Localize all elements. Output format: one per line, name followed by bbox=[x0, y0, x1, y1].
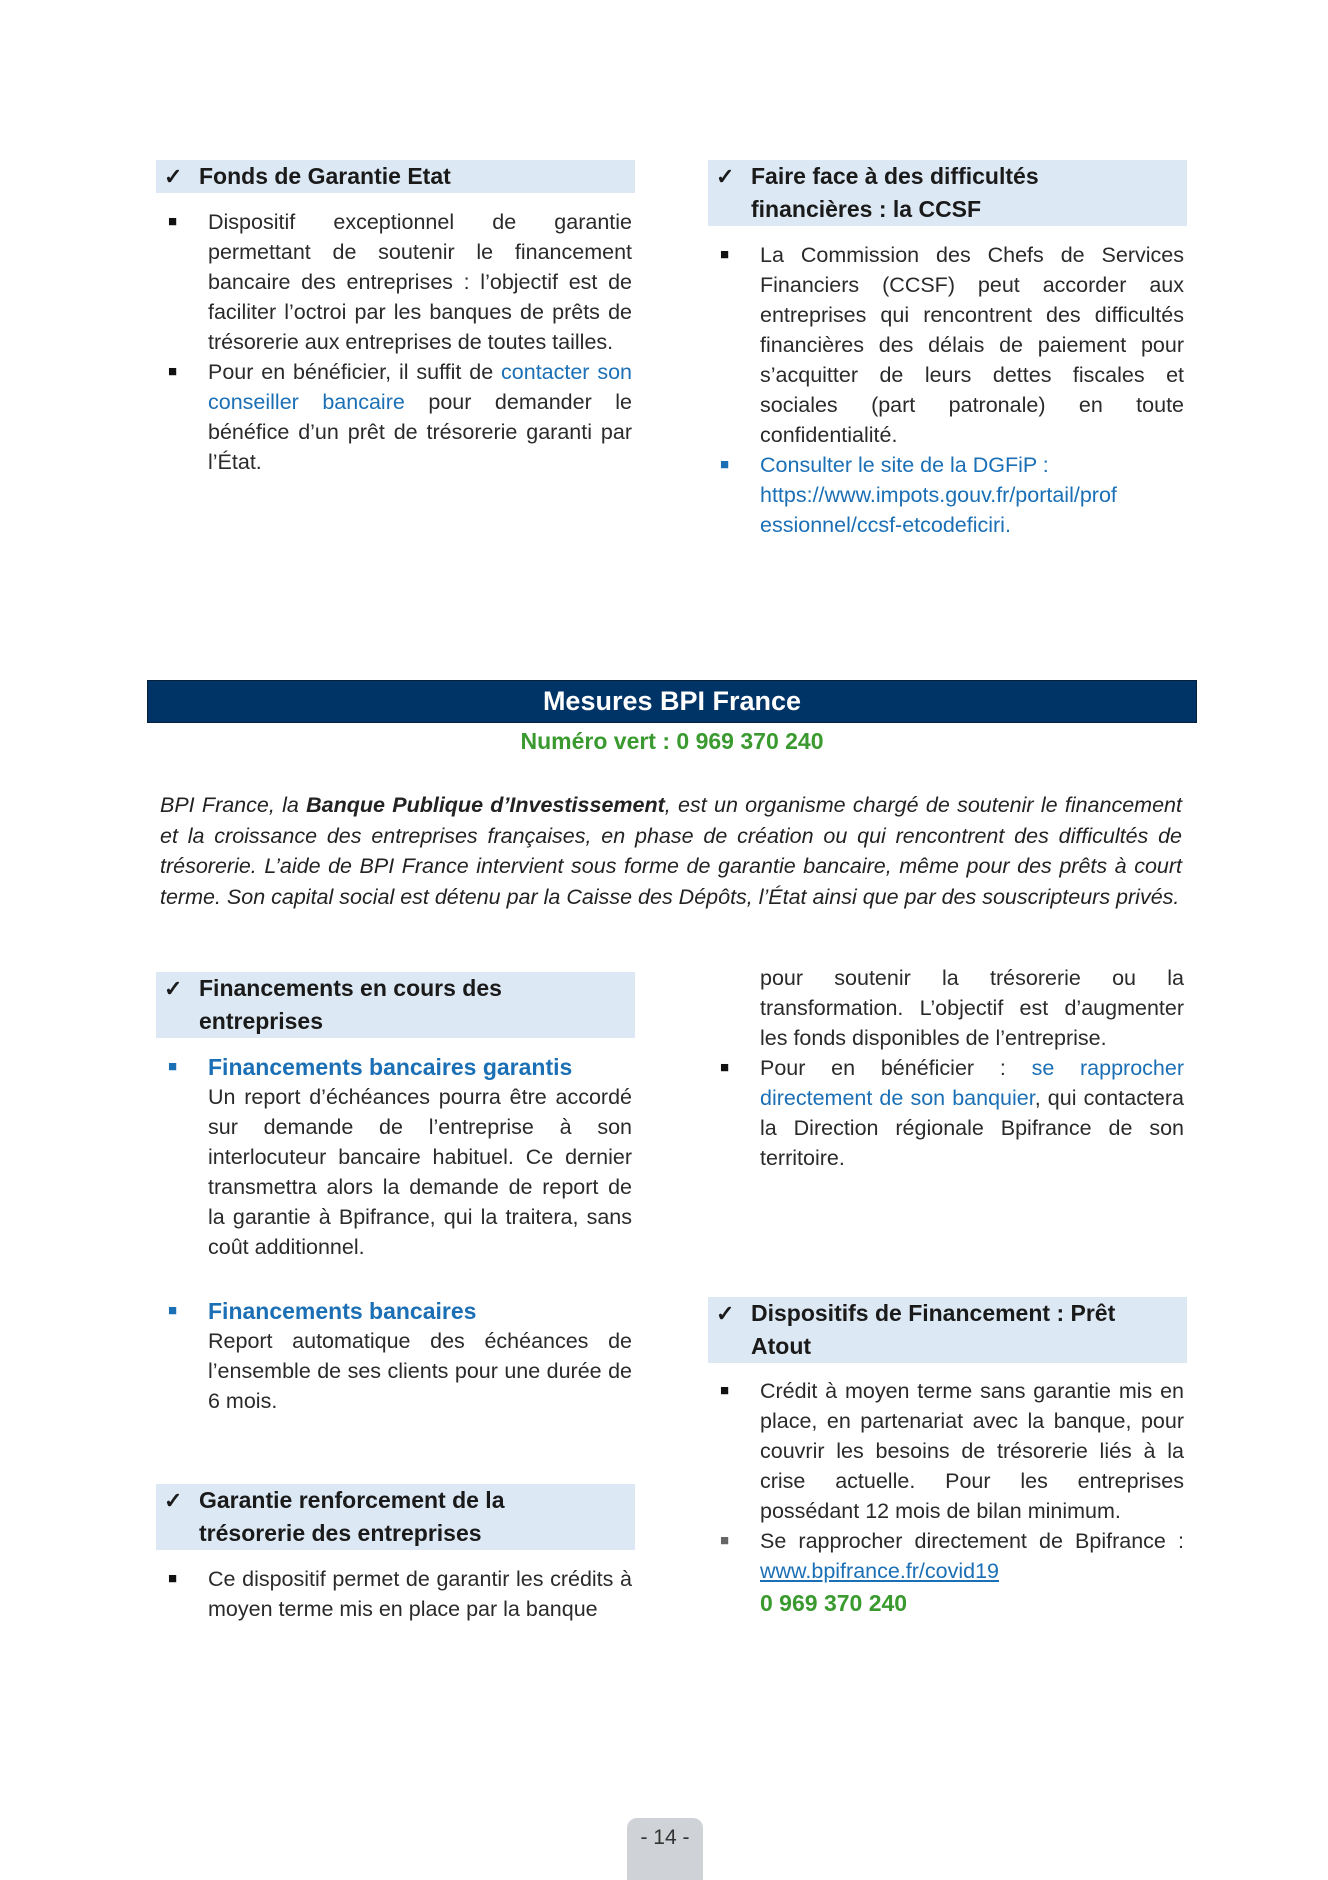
square-bullet-icon: ■ bbox=[168, 1302, 178, 1319]
page-number: - 14 - bbox=[640, 1826, 690, 1849]
check-icon: ✓ bbox=[164, 164, 183, 189]
square-bullet-icon: ■ bbox=[720, 1059, 730, 1076]
page-number-tab bbox=[627, 1818, 703, 1880]
bpi-intro-paragraph: BPI France, la Banque Publique d’Investissement, est un organisme chargé de soutenir le financement et la croissance des entreprises françaises, en phase de création ou qui rencontrent des difficultés de trésorerie. L’aide de BPI France intervient sous forme de garantie bancaire, même pour des prêts à court terme. Son capital social est détenu par la Caisse des Dépôts, l’État ainsi que par des souscripteurs privés. bbox=[160, 793, 1182, 909]
list-item bbox=[156, 1296, 632, 1416]
check-icon: ✓ bbox=[164, 1488, 183, 1513]
bpi-banner bbox=[147, 680, 1197, 723]
fonds-garantie-body bbox=[156, 207, 632, 477]
subsection-text: Report automatique des échéances de l’ensemble de ses clients pour une durée de 6 mois. bbox=[208, 1329, 632, 1413]
garantie-renforcement-body bbox=[156, 1564, 632, 1624]
section-title-line1: Garantie renforcement de la bbox=[199, 1487, 505, 1513]
list-item bbox=[156, 357, 632, 477]
square-bullet-icon: ■ bbox=[168, 1570, 178, 1587]
pret-atout-body bbox=[708, 1376, 1184, 1620]
subsection-title: Financements bancaires garantis bbox=[208, 1054, 573, 1080]
ccsf-body bbox=[708, 240, 1184, 540]
list-item bbox=[156, 1052, 632, 1262]
square-bullet-icon: ■ bbox=[720, 1382, 730, 1399]
garantie-renforcement-continuation bbox=[708, 963, 1184, 1173]
section-header-fonds-garantie bbox=[156, 160, 635, 193]
contact-conseiller-link[interactable]: contacter son conseiller bancaire bbox=[208, 360, 632, 414]
bullet-text: Pour en bénéficier, il suffit de bbox=[208, 360, 502, 384]
banquier-link[interactable]: se rapprocher directement de son banquier bbox=[760, 1056, 1185, 1110]
numero-vert: Numéro vert : 0 969 370 240 bbox=[520, 728, 824, 754]
list-item bbox=[156, 1564, 632, 1624]
section-title-line2: Atout bbox=[751, 1333, 812, 1359]
square-bullet-icon: ■ bbox=[720, 246, 730, 263]
bullet-text: La Commission des Chefs de Services Financiers (CCSF) peut accorder aux entreprises qui rencontrent des difficultés financières des délais de paiement pour s’acquitter de leurs dettes fiscales et sociales (part patronale) en toute confidentialité. bbox=[760, 243, 1184, 447]
bullet-text: Crédit à moyen terme sans garantie mis en place, en partenariat avec la banque, pour couvrir les besoins de trésorerie liés à la crise actuelle. Pour les entreprises possédant 12 mois de bilan minimum. bbox=[760, 1379, 1184, 1523]
banner-title: Mesures BPI France bbox=[542, 686, 802, 716]
subsection-title: Financements bancaires bbox=[208, 1298, 477, 1324]
list-item bbox=[708, 1376, 1184, 1526]
section-header-pret-atout bbox=[708, 1297, 1187, 1363]
section-header-ccsf bbox=[708, 160, 1187, 226]
check-icon: ✓ bbox=[164, 976, 183, 1001]
bullet-text: Dispositif exceptionnel de garantie permettant de soutenir le financement bancaire des entreprises : l’objectif est de faciliter l’octroi par les banques de prêts de trésorerie aux entreprises de toutes tailles. bbox=[208, 210, 632, 354]
financements-garantis-block bbox=[156, 1052, 632, 1262]
section-header-financements-cours bbox=[156, 972, 635, 1038]
list-item bbox=[708, 240, 1184, 450]
subsection-text: Un report d’échéances pourra être accordé sur demande de l’entreprise à son interlocuteur bancaire habituel. Ce dernier transmettra alors la demande de report de la garantie à Bpifrance, qui la traitera, sans coût additionnel. bbox=[208, 1085, 632, 1259]
square-bullet-icon: ■ bbox=[168, 213, 178, 230]
square-bullet-icon: ■ bbox=[720, 1532, 730, 1549]
check-icon: ✓ bbox=[716, 164, 735, 189]
bpifrance-covid-link[interactable]: www.bpifrance.fr/covid19 bbox=[760, 1559, 999, 1583]
bullet-text: Ce dispositif permet de garantir les crédits à moyen terme mis en place par la banque bbox=[208, 1567, 632, 1621]
section-title-line1: Faire face à des difficultés bbox=[751, 163, 1039, 189]
square-bullet-icon: ■ bbox=[168, 363, 178, 380]
section-title-line1: Financements en cours des bbox=[199, 975, 502, 1001]
section-title-line2: trésorerie des entreprises bbox=[199, 1520, 482, 1546]
list-item bbox=[708, 450, 1184, 540]
list-item: ■ Pour en bénéficier : se rapprocher directement de son banquier, qui contactera la Direction régionale Bpifrance de son territoire. bbox=[708, 1053, 1184, 1173]
continuation-text: pour soutenir la trésorerie ou la transformation. L’objectif est d’augmenter les fonds disponibles de l’entreprise. bbox=[760, 966, 1184, 1050]
square-bullet-icon: ■ bbox=[168, 1058, 178, 1075]
section-header-garantie-renforcement bbox=[156, 1484, 635, 1550]
section-title-line2: financières : la CCSF bbox=[751, 196, 982, 222]
financements-bancaires-block bbox=[156, 1296, 632, 1416]
bullet-text: pour demander le bénéfice d’un prêt de trésorerie garanti par l’État. bbox=[208, 390, 633, 474]
list-item bbox=[708, 1526, 1184, 1620]
section-title-line2: entreprises bbox=[199, 1008, 324, 1034]
section-title: Fonds de Garantie Etat bbox=[199, 163, 451, 189]
list-item bbox=[156, 207, 632, 357]
square-bullet-icon: ■ bbox=[720, 456, 730, 473]
section-title-line1: Dispositifs de Financement : Prêt bbox=[751, 1300, 1116, 1326]
phone-number: 0 969 370 240 bbox=[760, 1590, 908, 1616]
dgfip-link[interactable]: Consulter le site de la DGFiP : https://www.impots.gouv.fr/portail/prof essionnel/ccsf-etcodeficiri. bbox=[760, 453, 1117, 537]
check-icon: ✓ bbox=[716, 1301, 735, 1326]
bullet-text: Se rapprocher directement de Bpifrance : bbox=[760, 1529, 1184, 1553]
